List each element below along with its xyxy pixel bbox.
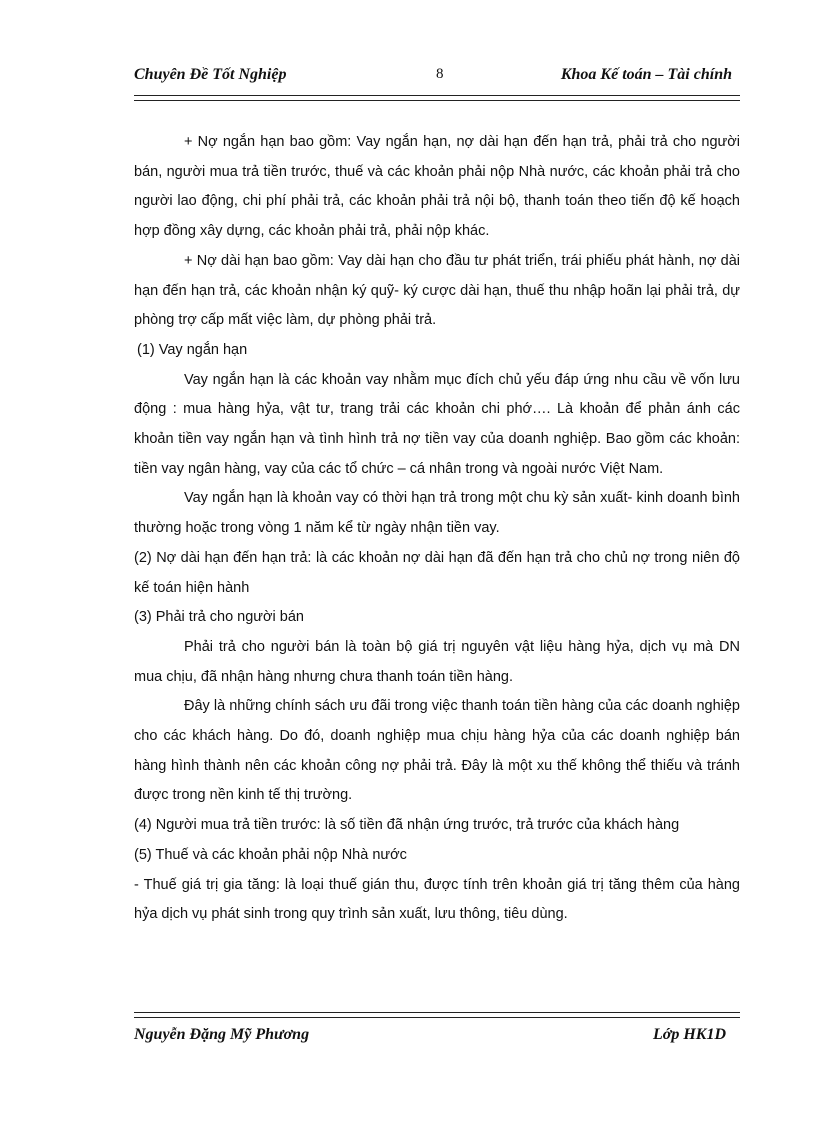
section-heading-2: (2) Nợ dài hạn đến hạn trả: là các khoản nợ dài hạn đã đến hạn trả cho chủ nợ trong niên độ kế toán hiện hành	[134, 549, 740, 596]
page-header	[134, 62, 740, 88]
paragraph-vat: - Thuế giá trị gia tăng: là loại thuế gián thu, được tính trên khoản giá trị tăng thêm của hàng hỷa dịch vụ phát sinh trong quy trình sản xuất, lưu thông, tiêu dùng.	[134, 876, 740, 923]
section-heading-1: (1) Vay ngắn hạn	[137, 341, 248, 358]
section-heading-5: (5) Thuế và các khoản phải nộp Nhà nước	[134, 846, 407, 863]
paragraph-short-term-debt: + Nợ ngắn hạn bao gồm: Vay ngắn hạn, nợ dài hạn đến hạn trả, phải trả cho người bán, người mua trả tiền trước, thuế và các khoản phải nộp Nhà nước, các khoản phải trả cho người lao động, chi phí phải trả, các khoản phải trả nội bộ, thanh toán theo tiến độ kế hoạch hợp đồng xây dựng, các khoản phải trả, phải nộp khác.	[134, 134, 740, 240]
paragraph-payable-seller: Phải trả cho người bán là toàn bộ giá trị nguyên vật liệu hàng hỷa, dịch vụ mà DN mua chịu, đã nhận hàng nhưng chưa thanh toán tiền hàng.	[134, 638, 740, 685]
header-divider	[134, 95, 740, 101]
footer-divider	[134, 1012, 740, 1018]
page-number: 8	[436, 66, 444, 82]
document-body	[134, 128, 740, 930]
header-title: Chuyên Đề Tốt Nghiệp	[134, 66, 287, 83]
header-department: Khoa Kế toán – Tài chính	[560, 66, 732, 83]
paragraph-payable-policy: Đây là những chính sách ưu đãi trong việc thanh toán tiền hàng của các doanh nghiệp cho các khách hàng. Do đó, doanh nghiệp mua chịu hàng hỷa của các doanh nghiệp bán hàng hình thành nên các khoản công nợ phải trả. Đây là một xu thế không thể thiếu và tránh được trong nền kinh tế thị trường.	[134, 698, 740, 804]
paragraph-long-term-debt: + Nợ dài hạn bao gồm: Vay dài hạn cho đầu tư phát triển, trái phiếu phát hành, nợ dài hạn đến hạn trả, các khoản nhận ký quỹ- ký cược dài hạn, thuế thu nhập hoãn lại phải trả, dự phòng trợ cấp mất việc làm, dự phòng phải trả.	[134, 252, 740, 329]
page-footer	[134, 1024, 740, 1050]
paragraph-short-term-loan-term: Vay ngắn hạn là khoản vay có thời hạn trả trong một chu kỳ sản xuất- kinh doanh bình thường hoặc trong vòng 1 năm kể từ ngày nhận tiền vay.	[134, 490, 740, 537]
footer-class: Lớp HK1D	[652, 1026, 726, 1043]
section-heading-3: (3) Phải trả cho người bán	[134, 609, 304, 626]
footer-author: Nguyễn Đặng Mỹ Phương	[134, 1026, 310, 1043]
paragraph-short-term-loan-def: Vay ngắn hạn là các khoản vay nhằm mục đích chủ yếu đáp ứng nhu cầu về vốn lưu động : mua hàng hỷa, vật tư, trang trải các khoản chi phớ…. Là khoản để phản ánh các khoản tiền vay ngắn hạn và tình hình trả nợ tiền vay của doanh nghiệp. Bao gồm các khoản: tiền vay ngân hàng, vay của các tổ chức – cá nhân trong và ngoài nước Việt Nam.	[134, 371, 740, 477]
section-heading-4: (4) Người mua trả tiền trước: là số tiền đã nhận ứng trước, trả trước của khách hàng	[134, 817, 680, 834]
